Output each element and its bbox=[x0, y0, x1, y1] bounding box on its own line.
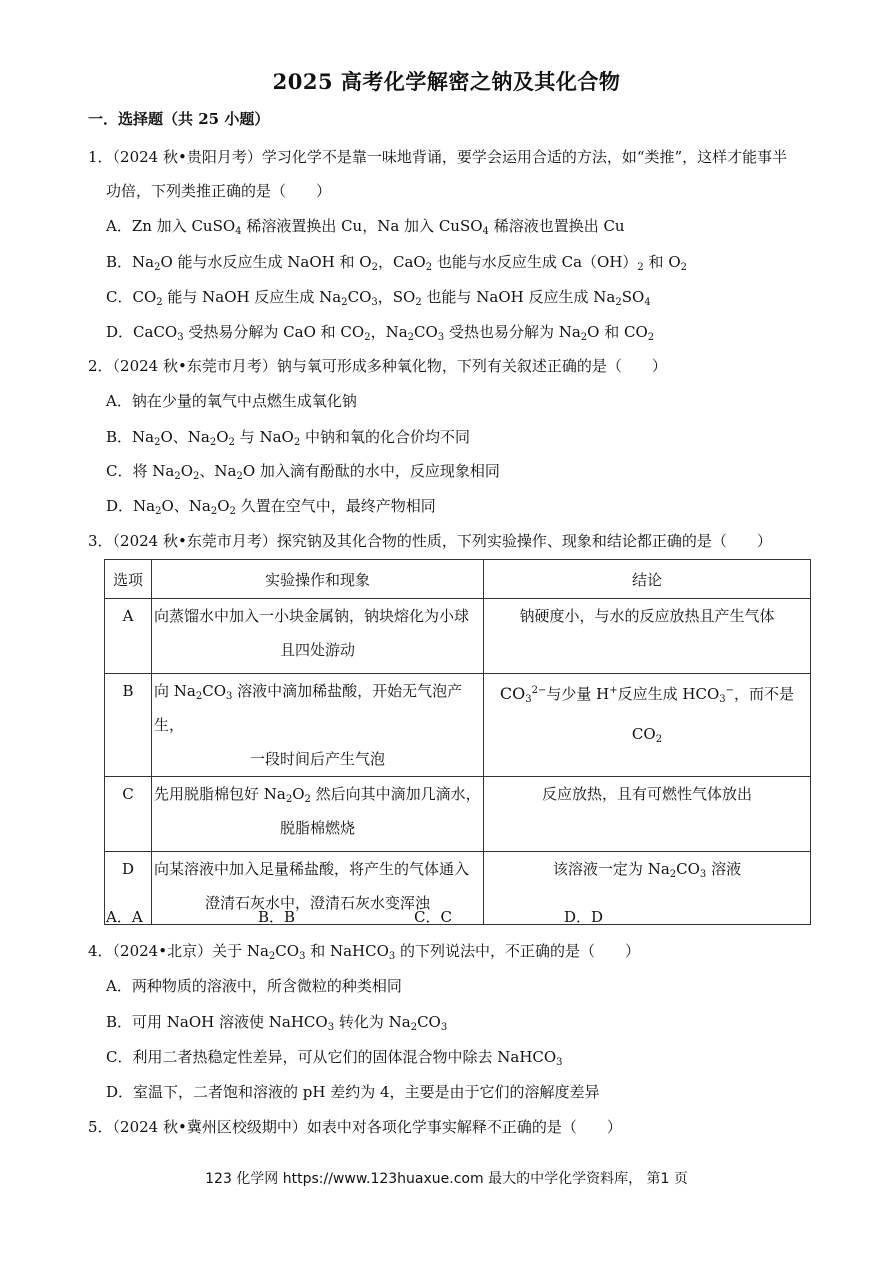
q3-option-d[interactable]: D．D bbox=[564, 908, 604, 926]
table-row bbox=[105, 852, 811, 925]
q2-option-d[interactable]: D．$Na_2O$、$Na_2O_2$ 久置在空气中，最终产物相同 bbox=[106, 497, 436, 517]
row-option-label: B bbox=[122, 682, 134, 700]
table-header-row bbox=[105, 560, 811, 599]
page-footer: 123 化学网 https://www.123huaxue.com 最大的中学化学资料库， 第1 页 bbox=[205, 1171, 688, 1187]
table-row bbox=[105, 599, 811, 674]
q1-stem-line2: 功倍，下列类推正确的是（ ） bbox=[106, 182, 332, 200]
q4-option-a[interactable]: A．两种物质的溶液中，所含微粒的种类相同 bbox=[106, 977, 402, 995]
q3-experiment-table bbox=[104, 559, 811, 925]
header-conclusion: 结论 bbox=[484, 560, 811, 599]
header-option: 选项 bbox=[105, 560, 152, 599]
q3-option-c[interactable]: C．C bbox=[414, 908, 452, 926]
q1-stem-line1: 1．（2024 秋•贵阳月考）学习化学不是靠一味地背诵，要学会运用合适的方法，如“类推”，这样才能事半 bbox=[88, 148, 788, 166]
row-operation-line1: 向 $Na_2CO_3$ 溶液中滴加稀盐酸，开始无气泡产生， bbox=[154, 682, 463, 734]
row-operation-line2: 脱脂棉燃烧 bbox=[279, 819, 355, 837]
q2-option-c[interactable]: C．将 $Na_2O_2$、$Na_2O$ 加入滴有酚酞的水中，反应现象相同 bbox=[106, 462, 500, 482]
q1-option-a[interactable]: A．Zn 加入 CuSO$_4$ 稀溶液置换出 Cu，Na 加入 CuSO$_4$ 稀溶液也置换出 Cu bbox=[106, 217, 625, 237]
q1-option-b[interactable]: B．$Na_2O$ 能与水反应生成 NaOH 和 $O_2$，CaO$_2$ 也能与水反应生成 $Ca(OH)_2$ 和 $O_2$ bbox=[106, 253, 687, 273]
q2-option-a[interactable]: A．钠在少量的氧气中点燃生成氧化钠 bbox=[106, 392, 357, 410]
row-option-label: D bbox=[121, 860, 135, 878]
table-row bbox=[105, 777, 811, 852]
q3-stem: 3．（2024 秋•东莞市月考）探究钠及其化合物的性质，下列实验操作、现象和结论都正确的是（ ） bbox=[88, 532, 772, 550]
page-title: 2025 高考化学解密之钠及其化合物 bbox=[272, 69, 621, 94]
q4-stem: 4．（2024•北京）关于 $Na_2CO_3$ 和 NaHCO$_3$ 的下列说法中，不正确的是（ ） bbox=[88, 942, 641, 962]
row-operation-line1: 先用脱脂棉包好 $Na_2O_2$ 然后向其中滴加几滴水， bbox=[154, 785, 481, 805]
header-operation: 实验操作和现象 bbox=[152, 560, 484, 599]
q4-option-c[interactable]: C．利用二者热稳定性差异，可从它们的固体混合物中除去 NaHCO$_3$ bbox=[106, 1048, 563, 1068]
table-row bbox=[105, 674, 811, 777]
row-operation-line1: 向某溶液中加入足量稀盐酸，将产生的气体通入 bbox=[154, 860, 470, 878]
section-heading: 一．选择题（共 25 小题） bbox=[88, 110, 270, 128]
q2-stem: 2．（2024 秋•东莞市月考）钠与氧可形成多种氧化物，下列有关叙述正确的是（ ） bbox=[88, 357, 667, 375]
row-operation-line1: 向蒸馏水中加入一小块金属钠，钠块熔化为小球 bbox=[154, 607, 470, 625]
q4-option-b[interactable]: B．可用 NaOH 溶液使 NaHCO$_3$ 转化为 $Na_2CO_3$ bbox=[106, 1013, 448, 1033]
row-operation-line2: 一段时间后产生气泡 bbox=[249, 750, 385, 768]
q3-option-b[interactable]: B．B bbox=[258, 908, 296, 926]
row-operation-line2: 且四处游动 bbox=[279, 641, 355, 659]
row-conclusion: 反应放热，且有可燃性气体放出 bbox=[541, 785, 752, 803]
q4-option-d[interactable]: D．室温下，二者饱和溶液的 pH 差约为 4，主要是由于它们的溶解度差异 bbox=[106, 1083, 600, 1101]
row-option-label: C bbox=[122, 785, 134, 803]
q1-option-c[interactable]: C．$CO_2$ 能与 NaOH 反应生成 $Na_2CO_3$，$SO_2$ 也能与 NaOH 反应生成 $Na_2SO_4$ bbox=[106, 288, 651, 308]
row-conclusion: $CO_3^{2-}$与少量 H+反应生成 $HCO_3^-$，而不是 $CO_2$ bbox=[499, 684, 795, 745]
q3-option-a[interactable]: A．A bbox=[106, 908, 143, 926]
q5-stem: 5．（2024 秋•冀州区校级期中）如表中对各项化学事实解释不正确的是（ ） bbox=[88, 1118, 622, 1136]
q1-option-d[interactable]: D．CaCO$_3$ 受热易分解为 CaO 和 $CO_2$，$Na_2CO_3$ 受热也易分解为 $Na_2O$ 和 $CO_2$ bbox=[106, 323, 655, 343]
row-conclusion: 钠硬度小，与水的反应放热且产生气体 bbox=[519, 607, 775, 625]
row-conclusion: 该溶液一定为 $Na_2CO_3$ 溶液 bbox=[552, 860, 742, 880]
row-option-label: A bbox=[122, 607, 134, 625]
row-operation-line2: 澄清石灰水中，澄清石灰水变浑浊 bbox=[204, 894, 430, 912]
q2-option-b[interactable]: B．$Na_2O$、$Na_2O_2$ 与 NaO$_2$ 中钠和氧的化合价均不同 bbox=[106, 428, 470, 448]
